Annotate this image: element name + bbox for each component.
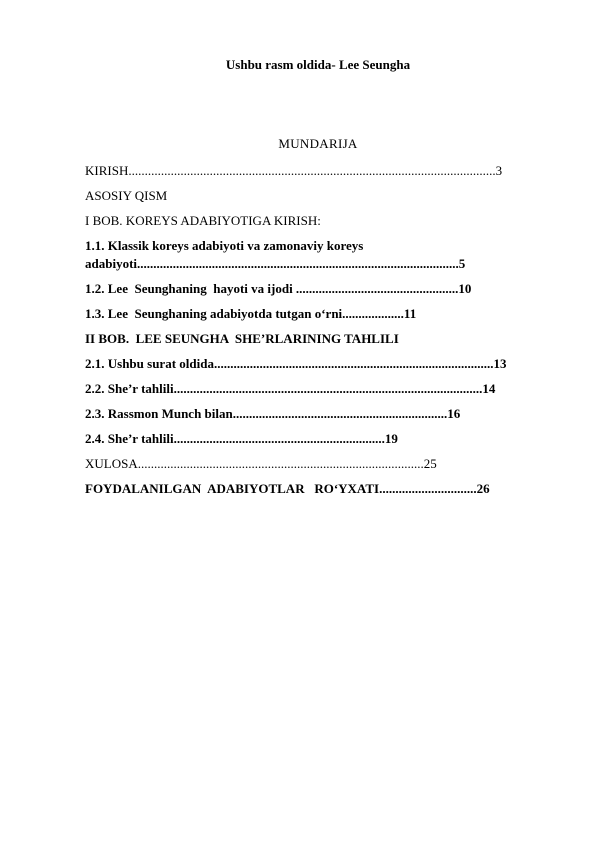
toc-entry-1-3: 1.3. Lee Seunghaning adabiyotda tutgan o‘rni...................11 bbox=[85, 306, 417, 321]
toc-entry-1-2: 1.2. Lee Seunghaning hayoti va ijodi ..................................................10 bbox=[85, 281, 472, 296]
table-of-contents bbox=[85, 163, 565, 497]
toc-entry-xulosa: XULOSA........................................................................................25 bbox=[85, 456, 437, 471]
toc-entry-asosiy-qism: ASOSIY QISM bbox=[85, 188, 168, 203]
toc-entry-2-3: 2.3. Rassmon Munch bilan..................................................................16 bbox=[85, 406, 461, 421]
toc-entry-1-1-line-2: adabiyoti...................................................................................................5 bbox=[85, 256, 466, 271]
toc-entry-1-1-line-1: 1.1. Klassik koreys adabiyoti va zamonaviy koreys bbox=[85, 238, 364, 253]
toc-entry-chapter-2: II BOB. LEE SEUNGHA SHE’RLARINING TAHLILI bbox=[85, 331, 399, 346]
toc-entry-2-1: 2.1. Ushbu surat oldida......................................................................................13 bbox=[85, 356, 507, 371]
toc-entry-chapter-1: I BOB. KOREYS ADABIYOTIGA KIRISH: bbox=[85, 213, 321, 228]
toc-entry-kirish: KIRISH.................................................................................................................3 bbox=[85, 163, 503, 178]
contents-heading: MUNDARIJA bbox=[278, 136, 358, 151]
toc-entry-references: FOYDALANILGAN ADABIYOTLAR RO‘YXATI..............................26 bbox=[85, 481, 490, 496]
document-subtitle: Ushbu rasm oldida- Lee Seungha bbox=[225, 57, 411, 72]
toc-entry-2-2: 2.2. She’r tahlili...............................................................................................14 bbox=[85, 381, 496, 396]
toc-entry-2-4: 2.4. She’r tahlili.................................................................19 bbox=[85, 431, 398, 446]
